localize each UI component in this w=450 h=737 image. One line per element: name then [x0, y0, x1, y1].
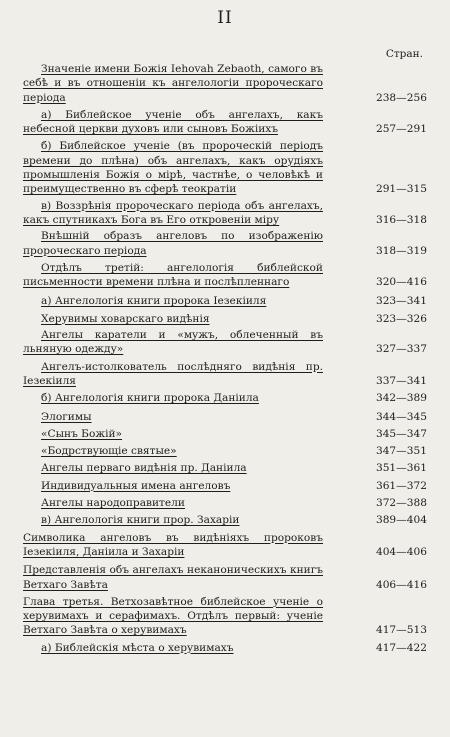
toc-entry-title: в) Воззрѣнія пророческаго періода объ ангелахъ, какъ спутникахъ Бога въ Его откровеніи міру — [23, 199, 323, 226]
toc-entry-title: Символика ангеловъ въ видѣніяхъ пророковъ Iезекіиля, Даніила и Захаріи — [23, 531, 323, 558]
toc-entry-title: «Сынъ Божій» — [41, 427, 123, 440]
toc-entry — [23, 427, 427, 441]
toc-entry-title: Ангелы каратели и «мужъ, облеченный въ льняную одежду» — [23, 329, 323, 356]
pages-column-header: Стран. — [385, 48, 423, 60]
toc-entry-title: Отдѣлъ третій: ангелологія библейской письменности времени плѣна и послѣпленнаго — [23, 261, 323, 289]
toc-entry-title: Ангелы перваго видѣнія пр. Даніила — [41, 462, 247, 475]
toc-entry-title: Ангелы народоправители — [41, 497, 185, 510]
toc-entry-pages: 351—361 — [375, 462, 427, 475]
toc-entry-title: а) Библейскія мѣста о херувимахъ — [41, 641, 234, 654]
toc-entry-pages: 327—337 — [375, 343, 427, 356]
toc-entry-title: а) Библейское ученіе объ ангелахъ, какъ небесной церкви духовъ или сыновъ Божіихъ — [23, 108, 323, 136]
toc-entry — [23, 410, 427, 424]
toc-entry-pages: 372—388 — [375, 497, 427, 510]
toc-entry — [23, 563, 427, 592]
toc-entry-title: Ангелъ-истолкователь послѣдняго видѣнія пр. Iезекіиля — [23, 360, 323, 387]
toc-entry-pages: 342—389 — [375, 392, 427, 405]
toc-entry-title: Херувимы ховарскаго видѣнія — [41, 312, 210, 325]
toc-entry — [23, 479, 427, 493]
toc-entry-pages: 361—372 — [375, 479, 427, 492]
toc-entry-pages: 291—315 — [375, 183, 427, 196]
toc-entry-title: Внѣшній образъ ангеловъ по изображенію пророческаго періода — [23, 230, 323, 257]
toc-entry-title: Представленія объ ангелахъ неканоническихъ книгъ Ветхаго Завѣта — [23, 564, 323, 591]
toc-entry — [23, 595, 427, 638]
toc-entry — [23, 641, 427, 655]
toc-entry — [23, 139, 427, 196]
toc-entry-pages: 316—318 — [375, 213, 427, 226]
toc-entry-pages: 257—291 — [375, 123, 427, 136]
toc-entry-pages: 318—319 — [375, 244, 427, 257]
toc-entry-pages: 347—351 — [375, 445, 427, 458]
toc-entry — [23, 513, 427, 527]
toc-entry-title: б) Библейское ученіе (въ пророческій періодъ времени до плѣна) объ ангелахъ, какъ орудіяхъ промышленія Божія о мірѣ, частнѣе, о человѣкѣ и преимущественно въ сферѣ теократіи — [23, 140, 323, 196]
toc-entry-title: Значеніе имени Божія Iehovah Zebaoth, самого въ себѣ и въ отношеніи къ ангелологіи пророческаго періода — [23, 63, 323, 104]
toc-entry-pages: 389—404 — [375, 514, 427, 527]
toc-entry-title: в) Ангелологія книги прор. Захаріи — [41, 514, 240, 527]
toc-entry-pages: 323—341 — [375, 295, 427, 308]
table-of-contents — [0, 59, 450, 655]
toc-entry-title: Глава третья. Ветхозавѣтное библейское ученіе о херувимахъ и серафимахъ. Отдѣлъ первый: ученіе Ветхаго Завѣта о херувимахъ — [23, 595, 323, 637]
toc-entry — [23, 391, 427, 405]
toc-entry-pages: 344—345 — [375, 410, 427, 423]
toc-entry — [23, 261, 427, 290]
toc-entry-title: «Бодрствующіе святые» — [41, 445, 177, 458]
page-number: II — [217, 8, 233, 28]
toc-entry-pages: 238—256 — [375, 91, 427, 104]
toc-entry — [23, 496, 427, 510]
toc-entry-pages: 417—422 — [375, 641, 427, 654]
toc-entry — [23, 108, 427, 137]
toc-entry-pages: 320—416 — [375, 276, 427, 289]
toc-entry — [23, 294, 427, 308]
toc-entry-pages: 404—406 — [375, 545, 427, 558]
toc-entry — [23, 531, 427, 560]
toc-entry-title: а) Ангелологія книги пророка Iезекіиля — [41, 295, 267, 308]
toc-entry — [23, 199, 427, 228]
toc-entry-title: Индивидуальныя имена ангеловъ — [41, 479, 231, 492]
toc-entry — [23, 461, 427, 475]
toc-entry — [23, 312, 427, 326]
toc-entry — [23, 62, 427, 105]
toc-entry-title: б) Ангелологія книги пророка Даніила — [41, 392, 259, 405]
toc-entry-pages: 323—326 — [375, 312, 427, 325]
toc-entry-title: Элогимы — [41, 410, 92, 423]
toc-entry-pages: 417—513 — [375, 624, 427, 637]
toc-entry — [23, 229, 427, 258]
toc-entry-pages: 345—347 — [375, 427, 427, 440]
toc-entry — [23, 328, 427, 357]
toc-entry — [23, 360, 427, 389]
toc-entry — [23, 444, 427, 458]
toc-entry-pages: 337—341 — [375, 374, 427, 387]
toc-entry-pages: 406—416 — [375, 578, 427, 591]
